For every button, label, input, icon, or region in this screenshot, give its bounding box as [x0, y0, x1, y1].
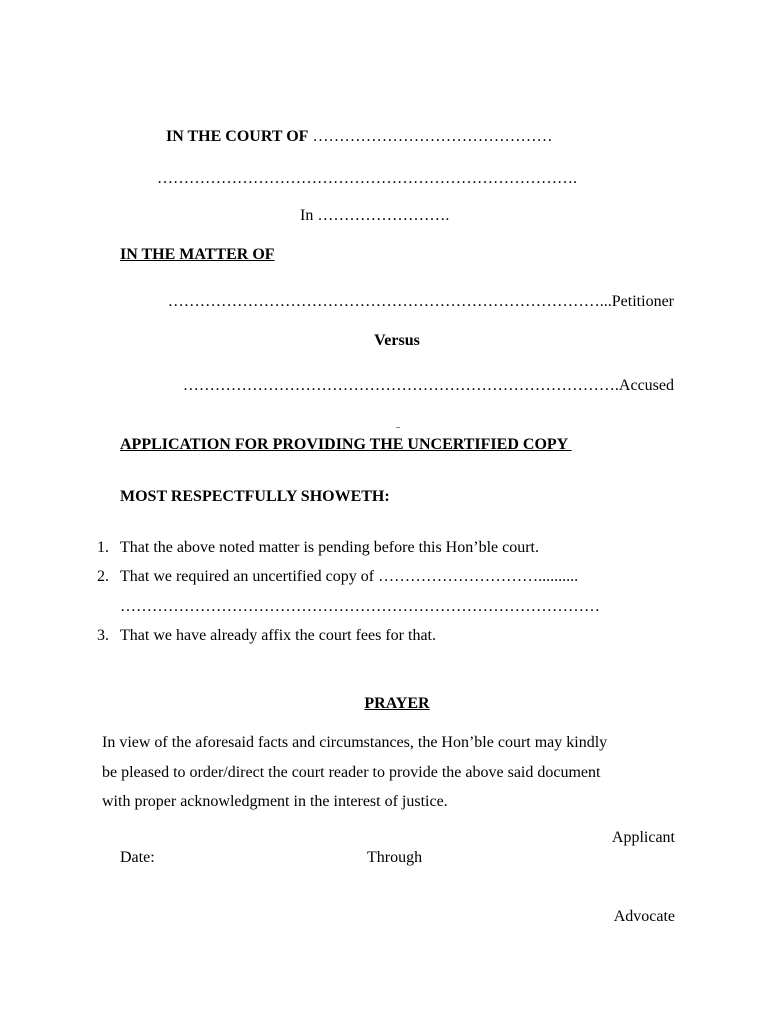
point-number: 1.: [97, 539, 109, 556]
court-heading: [166, 127, 552, 147]
point-text: That the above noted matter is pending before this Hon’ble court.: [120, 539, 539, 556]
application-title: APPLICATION FOR PROVIDING THE UNCERTIFIED COPY: [120, 436, 572, 453]
in-line: In …………………….: [300, 207, 450, 224]
date-label: Date:: [120, 849, 155, 866]
court-line-2: …………………………………………………………………….: [157, 170, 577, 187]
prayer-heading: PRAYER: [364, 695, 430, 712]
point-text: That we required an uncertified copy of …………………………..........: [120, 568, 579, 585]
prayer-line: In view of the aforesaid facts and circumstances, the Hon’ble court may kindly: [102, 734, 608, 751]
applicant-label: Applicant: [611, 829, 675, 846]
court-dots: ………………………………………: [308, 128, 553, 145]
through-label: Through: [367, 849, 423, 866]
court-prefix: IN THE COURT OF: [166, 128, 309, 145]
stray-mark: [396, 427, 400, 428]
matter-heading: IN THE MATTER OF: [120, 246, 275, 263]
versus-label: Versus: [374, 332, 420, 349]
accused-line: ……………………………………………………………………….Accused: [182, 377, 674, 394]
showeth-heading: MOST RESPECTFULLY SHOWETH:: [120, 488, 390, 505]
petitioner-line: ………………………………………………………………………...Petitioner: [167, 293, 674, 310]
point-number: 2.: [97, 568, 109, 585]
point-number: 3.: [97, 627, 109, 644]
prayer-line: with proper acknowledgment in the interest of justice.: [102, 793, 448, 810]
point-text: That we have already affix the court fees for that.: [120, 627, 436, 644]
advocate-label: Advocate: [613, 908, 675, 925]
point-continuation: ………………………………………………………………………………: [120, 598, 600, 615]
prayer-line: be pleased to order/direct the court reader to provide the above said document: [102, 764, 601, 781]
